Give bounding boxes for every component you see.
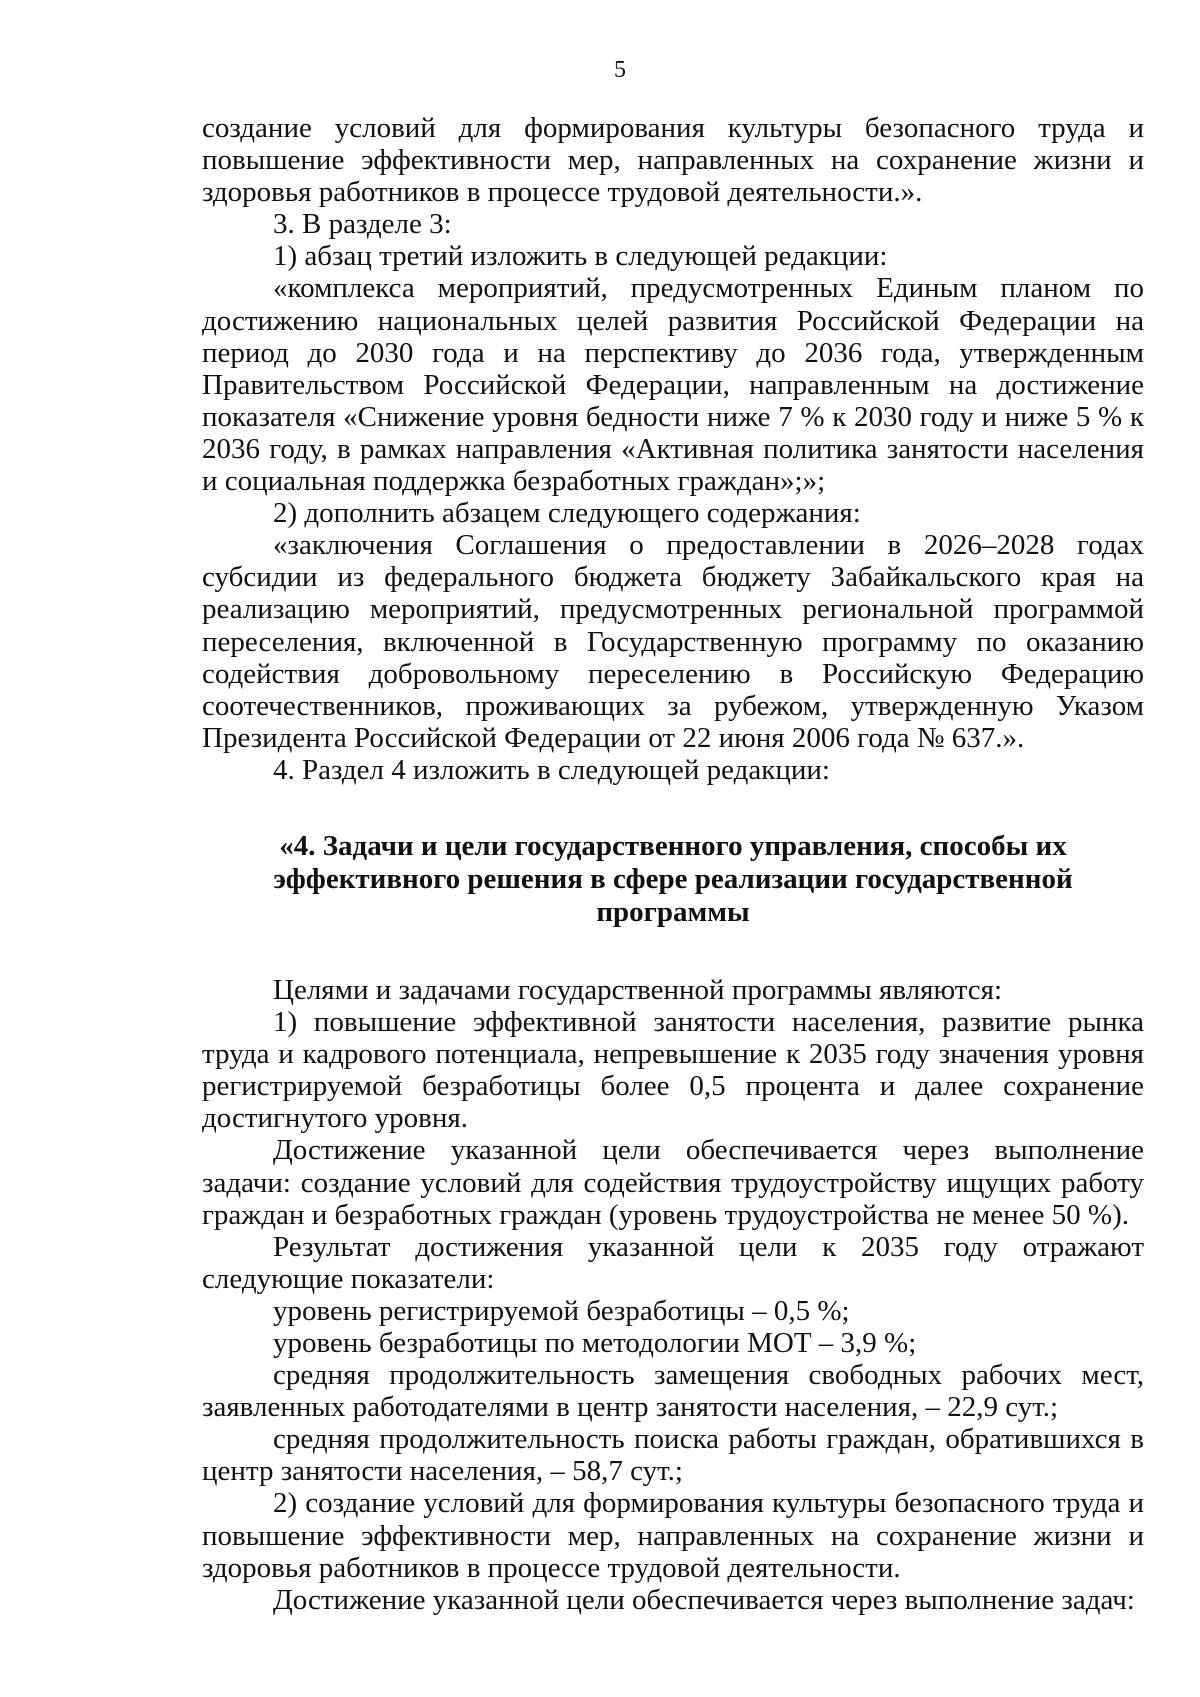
paragraph: Достижение указанной цели обеспечивается через выполнение задачи: создание условий для содействия трудоустройству ищущих работу граждан и безработных граждан (уровень трудоустройства не менее 50 %). xyxy=(202,1134,1144,1231)
paragraph: 2) дополнить абзацем следующего содержания: xyxy=(273,497,861,530)
paragraph: 1) повышение эффективной занятости населения, развитие рынка труда и кадрового потенциала, непревышение к 2035 году значения уровня регистрируемой безработицы более 0,5 процента и далее сохранение достигнутого уровня. xyxy=(202,1006,1144,1135)
document-body xyxy=(202,112,1144,1616)
paragraph: средняя продолжительность замещения свободных рабочих мест, заявленных работодателями в центр занятости населения, – 22,9 сут.; xyxy=(202,1359,1144,1424)
paragraph: 3. В разделе 3: xyxy=(273,208,452,241)
paragraph: Целями и задачами государственной программы являются: xyxy=(273,973,1003,1006)
paragraph: средняя продолжительность поиска работы граждан, обратившихся в центр занятости населения, – 58,7 сут.; xyxy=(202,1423,1144,1488)
paragraph: «заключения Соглашения о предоставлении в 2026–2028 годах субсидии из федерального бюджета бюджету Забайкальского края на реализацию мероприятий, предусмотренных региональной программой переселения, включенной в Государственную программу по оказанию содействия добровольному переселению в Российскую Федерацию соотечественников, проживающих за рубежом, утвержденную Указом Президента Российской Федерации от 22 июня 2006 года № 637.». xyxy=(202,529,1144,754)
paragraph: создание условий для формирования культуры безопасного труда и повышение эффективности мер, направленных на сохранение жизни и здоровья работников в процессе трудовой деятельности.». xyxy=(202,112,1144,209)
paragraph: уровень безработицы по методологии МОТ – 3,9 %; xyxy=(273,1327,917,1359)
paragraph: 4. Раздел 4 изложить в следующей редакции: xyxy=(273,753,830,786)
paragraph: Достижение указанной цели обеспечивается через выполнение задач: xyxy=(273,1583,1135,1616)
page-number: 5 xyxy=(614,57,626,83)
paragraph: Результат достижения указанной цели к 2035 году отражают следующие показатели: xyxy=(202,1230,1144,1295)
paragraph: 1) абзац третий изложить в следующей редакции: xyxy=(273,240,888,273)
paragraph: 2) создание условий для формирования культуры безопасного труда и повышение эффективности мер, направленных на сохранение жизни и здоровья работников в процессе трудовой деятельности. xyxy=(202,1487,1144,1584)
section-heading-line: «4. Задачи и цели государственного управления, способы их xyxy=(279,829,1067,862)
paragraph: «комплекса мероприятий, предусмотренных Единым планом по достижению национальных целей развития Российской Федерации на период до 2030 года и на перспективу до 2036 года, утвержденным Правительством Российской Федерации, направленным на достижение показателя «Снижение уровня бедности ниже 7 % к 2030 году и ниже 5 % к 2036 году, в рамках направления «Активная политика занятости населения и социальная поддержка безработных граждан»;»; xyxy=(202,272,1144,498)
section-heading xyxy=(202,830,1144,929)
section-heading-line: эффективного решения в сфере реализации государственной программы xyxy=(273,862,1073,928)
paragraph: уровень регистрируемой безработицы – 0,5 %; xyxy=(273,1294,850,1327)
